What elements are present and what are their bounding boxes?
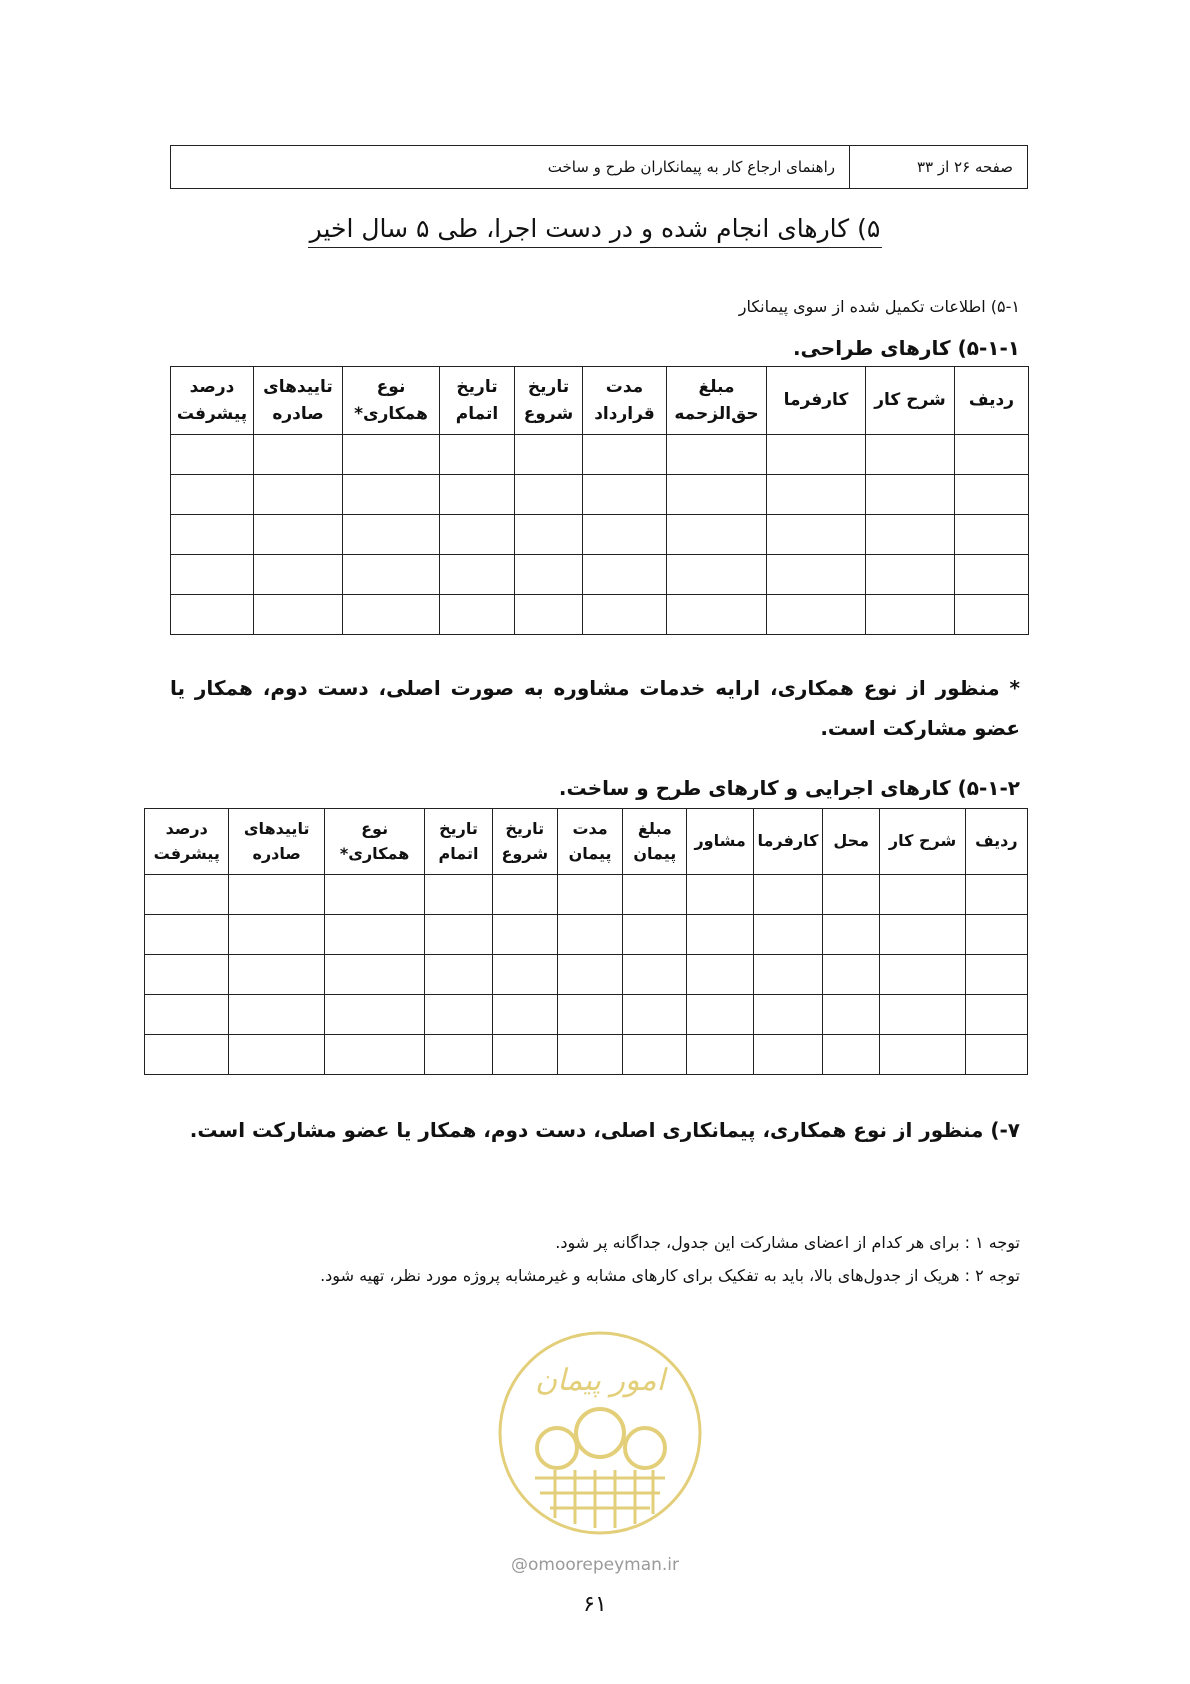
page-number: ۶۱ <box>583 1592 607 1617</box>
table-row <box>145 995 1028 1035</box>
table-cell[interactable] <box>823 915 880 955</box>
table-cell[interactable] <box>955 595 1029 635</box>
table-cell[interactable] <box>557 915 622 955</box>
column-header-line1: محل <box>833 831 870 851</box>
table-cell[interactable] <box>492 995 557 1035</box>
column-header-line2: شروع <box>523 403 574 424</box>
table-cell[interactable] <box>343 555 440 595</box>
column-header-line1: درصد <box>189 377 235 398</box>
column-header-line2: پیشرفت <box>176 403 248 424</box>
table-cell[interactable] <box>623 955 687 995</box>
column-header <box>324 809 424 875</box>
table-cell[interactable] <box>823 1035 880 1075</box>
table-cell[interactable] <box>880 955 965 995</box>
column-header <box>767 367 866 435</box>
table-cell[interactable] <box>171 555 254 595</box>
table-cell[interactable] <box>492 955 557 995</box>
execution-works-table <box>144 808 1028 1075</box>
column-header-line1: کارفرما <box>757 831 819 851</box>
table-cell[interactable] <box>667 555 767 595</box>
table-cell[interactable] <box>557 875 622 915</box>
column-header-line2: شروع <box>501 843 549 863</box>
table-cell[interactable] <box>866 595 955 635</box>
table-row <box>171 555 1029 595</box>
column-header-line2: قرارداد <box>594 403 655 424</box>
column-header-line1: تاریخ <box>505 818 545 838</box>
column-header <box>880 809 965 875</box>
column-header <box>254 367 343 435</box>
table-cell[interactable] <box>254 555 343 595</box>
logo-lettering: امور پیمان <box>535 1363 665 1398</box>
table-row <box>145 955 1028 995</box>
table1-footnote: * منظور از نوع همکاری، ارایه خدمات مشاوره به صورت اصلی، دست دوم، همکار یا عضو مشارکت است. <box>170 676 1020 740</box>
table-cell[interactable] <box>866 435 955 475</box>
table-cell[interactable] <box>965 955 1027 995</box>
column-header-line2: پیمان <box>633 843 677 863</box>
column-header-line1: ردیف <box>968 390 1015 411</box>
table-cell[interactable] <box>753 955 822 995</box>
table-cell[interactable] <box>583 595 667 635</box>
watermark-logo <box>495 1328 705 1538</box>
table-cell[interactable] <box>557 955 622 995</box>
table-cell[interactable] <box>583 515 667 555</box>
table1-header-row <box>171 367 1029 435</box>
table-cell[interactable] <box>229 875 324 915</box>
column-header-line2: صادره <box>252 843 301 863</box>
table-cell[interactable] <box>583 555 667 595</box>
table-cell[interactable] <box>687 1035 753 1075</box>
column-header-line2: همکاری* <box>339 843 410 863</box>
table-cell[interactable] <box>324 915 424 955</box>
table-cell[interactable] <box>229 955 324 995</box>
table-cell[interactable] <box>145 995 229 1035</box>
table-cell[interactable] <box>171 595 254 635</box>
column-header <box>171 367 254 435</box>
table-cell[interactable] <box>492 1035 557 1075</box>
table-cell[interactable] <box>171 515 254 555</box>
table-cell[interactable] <box>425 955 492 995</box>
column-header-line1: نوع <box>376 377 406 398</box>
table-cell[interactable] <box>254 475 343 515</box>
table-cell[interactable] <box>440 515 515 555</box>
column-header <box>823 809 880 875</box>
column-header-line1: تاییدهای <box>243 818 310 838</box>
column-header <box>866 367 955 435</box>
column-header <box>145 809 229 875</box>
table-cell[interactable] <box>425 875 492 915</box>
table-cell[interactable] <box>254 515 343 555</box>
table-cell[interactable] <box>823 955 880 995</box>
table-cell[interactable] <box>229 915 324 955</box>
table2-header-row <box>145 809 1028 875</box>
column-header <box>965 809 1027 875</box>
column-header-line1: تاریخ <box>456 377 498 398</box>
table-cell[interactable] <box>767 515 866 555</box>
table-row <box>145 875 1028 915</box>
table-cell[interactable] <box>515 475 583 515</box>
column-header <box>667 367 767 435</box>
table-cell[interactable] <box>343 515 440 555</box>
table-cell[interactable] <box>955 435 1029 475</box>
column-header-line1: مبلغ <box>698 377 735 398</box>
table-cell[interactable] <box>623 915 687 955</box>
column-header-line2: پیمان <box>568 843 612 863</box>
document-title: راهنمای ارجاع کار به پیمانکاران طرح و ساخت <box>547 158 835 176</box>
column-header-line1: تاریخ <box>439 818 478 838</box>
table-cell[interactable] <box>557 995 622 1035</box>
table-cell[interactable] <box>667 435 767 475</box>
table-cell[interactable] <box>440 475 515 515</box>
table-cell[interactable] <box>324 1035 424 1075</box>
table-cell[interactable] <box>687 995 753 1035</box>
table-cell[interactable] <box>343 595 440 635</box>
design-works-table <box>170 366 1029 635</box>
table-cell[interactable] <box>767 435 866 475</box>
table-cell[interactable] <box>583 435 667 475</box>
column-header-line1: کارفرما <box>783 390 849 411</box>
table-cell[interactable] <box>343 475 440 515</box>
page-header <box>170 145 1028 189</box>
table-cell[interactable] <box>425 995 492 1035</box>
table-cell[interactable] <box>965 915 1027 955</box>
column-header-line2: پیشرفت <box>153 843 220 863</box>
column-header <box>440 367 515 435</box>
watermark-site: @omoorepeyman.ir <box>510 1555 680 1575</box>
column-header <box>515 367 583 435</box>
table-cell[interactable] <box>425 1035 492 1075</box>
table-cell[interactable] <box>965 995 1027 1035</box>
column-header-line2: حق‌الزحمه <box>674 403 759 424</box>
column-header <box>425 809 492 875</box>
table-cell[interactable] <box>687 955 753 995</box>
table-cell[interactable] <box>583 475 667 515</box>
table-cell[interactable] <box>623 1035 687 1075</box>
table-row <box>145 1035 1028 1075</box>
table-cell[interactable] <box>145 875 229 915</box>
table-cell[interactable] <box>866 555 955 595</box>
table-row <box>171 515 1029 555</box>
table-cell[interactable] <box>515 515 583 555</box>
table-cell[interactable] <box>767 555 866 595</box>
table-cell[interactable] <box>145 955 229 995</box>
table-cell[interactable] <box>767 475 866 515</box>
table-cell[interactable] <box>440 595 515 635</box>
column-header-line2: اتمام <box>455 403 499 424</box>
table-cell[interactable] <box>687 915 753 955</box>
table-cell[interactable] <box>324 875 424 915</box>
table-cell[interactable] <box>229 1035 324 1075</box>
table-cell[interactable] <box>880 915 965 955</box>
table-row <box>171 435 1029 475</box>
grid-pattern-icon <box>535 1470 665 1528</box>
table-cell[interactable] <box>955 475 1029 515</box>
table-cell[interactable] <box>343 435 440 475</box>
column-header-line1: تاریخ <box>527 377 570 398</box>
table-cell[interactable] <box>440 435 515 475</box>
table-cell[interactable] <box>492 915 557 955</box>
table-cell[interactable] <box>254 595 343 635</box>
column-header <box>492 809 557 875</box>
table2-caption: ۵-۱-۲) کارهای اجرایی و کارهای طرح و ساخت. <box>558 776 1020 800</box>
table1-caption: ۵-۱-۱) کارهای طراحی. <box>792 336 1020 360</box>
table-cell[interactable] <box>880 875 965 915</box>
table-cell[interactable] <box>324 955 424 995</box>
column-header-line1: تاییدهای <box>263 377 333 398</box>
table-cell[interactable] <box>492 875 557 915</box>
column-header-line2: همکاری* <box>354 403 428 424</box>
table-cell[interactable] <box>171 475 254 515</box>
table-cell[interactable] <box>667 515 767 555</box>
table-cell[interactable] <box>425 915 492 955</box>
table-cell[interactable] <box>767 595 866 635</box>
table-cell[interactable] <box>515 595 583 635</box>
section-title: ۵) کارهای انجام شده و در دست اجرا، طی ۵ سال اخیر <box>308 214 883 248</box>
table-cell[interactable] <box>440 555 515 595</box>
column-header <box>583 367 667 435</box>
table2-footnote: ۷-) منظور از نوع همکاری، پیمانکاری اصلی، دست دوم، همکار یا عضو مشارکت است. <box>189 1118 1020 1142</box>
column-header <box>687 809 753 875</box>
table-cell[interactable] <box>955 515 1029 555</box>
table-cell[interactable] <box>623 995 687 1035</box>
column-header-line1: مدت <box>572 818 608 838</box>
table-cell[interactable] <box>171 435 254 475</box>
table-row <box>145 915 1028 955</box>
table-cell[interactable] <box>229 995 324 1035</box>
section-title-wrap <box>0 214 1190 243</box>
column-header-line2: اتمام <box>438 843 479 863</box>
table-cell[interactable] <box>145 915 229 955</box>
table-cell[interactable] <box>623 875 687 915</box>
page-counter: صفحه ۲۶ از ۳۳ <box>849 146 1027 188</box>
column-header <box>557 809 622 875</box>
table-cell[interactable] <box>753 915 822 955</box>
note-1: توجه ۱ : برای هر کدام از اعضای مشارکت این جدول، جداگانه پر شود. <box>555 1233 1020 1252</box>
column-header-line2: صادره <box>272 403 324 424</box>
column-header <box>229 809 324 875</box>
table-cell[interactable] <box>965 1035 1027 1075</box>
column-header-line1: شرح کار <box>888 831 957 851</box>
table-cell[interactable] <box>667 475 767 515</box>
table-cell[interactable] <box>965 875 1027 915</box>
column-header <box>955 367 1029 435</box>
table-cell[interactable] <box>880 1035 965 1075</box>
table-cell[interactable] <box>667 595 767 635</box>
table-cell[interactable] <box>753 995 822 1035</box>
table-cell[interactable] <box>557 1035 622 1075</box>
table-cell[interactable] <box>687 875 753 915</box>
column-header <box>623 809 687 875</box>
table-cell[interactable] <box>823 875 880 915</box>
table-cell[interactable] <box>324 995 424 1035</box>
column-header-line1: نوع <box>361 818 389 838</box>
column-header-line1: مدت <box>605 377 644 398</box>
column-header <box>343 367 440 435</box>
table-cell[interactable] <box>515 555 583 595</box>
table-cell[interactable] <box>866 475 955 515</box>
column-header <box>753 809 822 875</box>
table-cell[interactable] <box>753 875 822 915</box>
table-row <box>171 475 1029 515</box>
column-header-line1: مبلغ <box>637 818 672 838</box>
column-header-line1: درصد <box>165 818 208 838</box>
table-row <box>171 595 1029 635</box>
table-cell[interactable] <box>880 995 965 1035</box>
table-cell[interactable] <box>515 435 583 475</box>
table-cell[interactable] <box>823 995 880 1035</box>
table-cell[interactable] <box>254 435 343 475</box>
column-header-line1: ردیف <box>975 831 1018 851</box>
table-cell[interactable] <box>866 515 955 555</box>
table-cell[interactable] <box>753 1035 822 1075</box>
gear-icon <box>537 1409 665 1468</box>
column-header-line1: مشاور <box>694 831 746 851</box>
note-2: توجه ۲ : هریک از جدول‌های بالا، باید به تفکیک برای کارهای مشابه و غیرمشابه پروژه مورد نظر، تهیه شود. <box>320 1266 1020 1285</box>
subsection-heading: ۵-۱) اطلاعات تکمیل شده از سوی پیمانکار <box>738 297 1020 316</box>
column-header-line1: شرح کار <box>874 390 946 411</box>
table-cell[interactable] <box>955 555 1029 595</box>
table-cell[interactable] <box>145 1035 229 1075</box>
